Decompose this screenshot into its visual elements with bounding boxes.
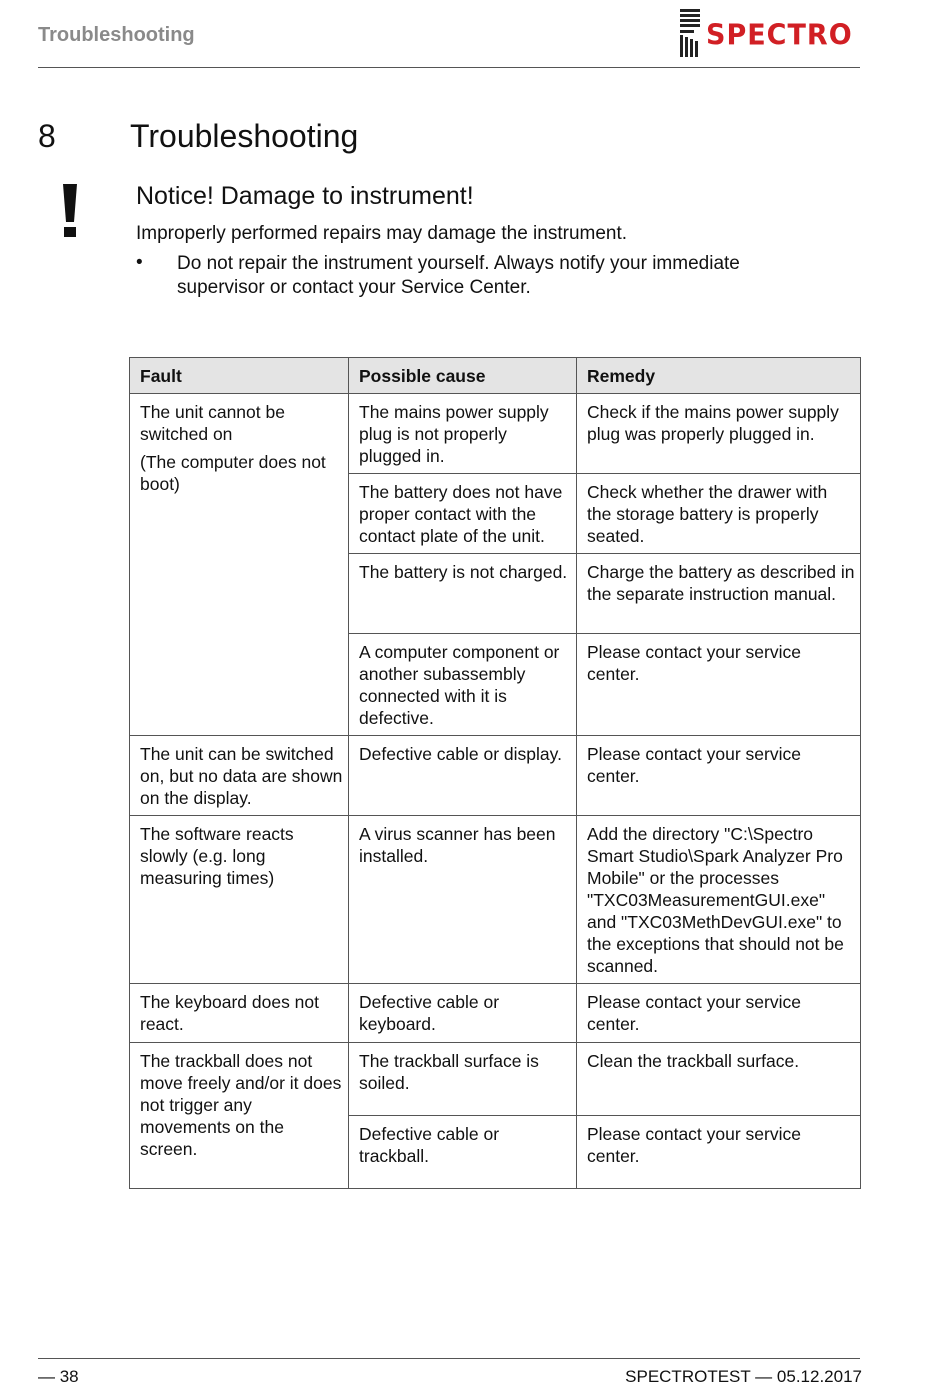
fault-cell: The software reacts slowly (e.g. long measuring times) xyxy=(130,816,349,984)
cause-cell: The mains power supply plug is not properly plugged in. xyxy=(349,394,577,474)
fault-cell: The trackball does not move freely and/or it does not trigger any movements on the screen. xyxy=(130,1043,349,1189)
cause-cell: Defective cable or trackball. xyxy=(349,1116,577,1189)
spectro-logo-mark-icon xyxy=(678,8,704,60)
page-number: — 38 xyxy=(38,1367,79,1386)
fault-cell xyxy=(130,394,349,736)
remedy-cell: Please contact your service center. xyxy=(577,984,861,1043)
remedy-cell: Please contact your service center. xyxy=(577,1116,861,1189)
cause-cell: The trackball surface is soiled. xyxy=(349,1043,577,1116)
exclamation-icon xyxy=(54,182,86,238)
table-row xyxy=(130,1043,861,1116)
running-header-title: Troubleshooting xyxy=(38,24,195,46)
notice-bullet-text: Do not repair the instrument yourself. Always notify your immediate supervisor or contact your Service Center. xyxy=(177,253,740,298)
remedy-cell: Clean the trackball surface. xyxy=(577,1043,861,1116)
column-header-possible-cause: Possible cause xyxy=(349,358,577,394)
cause-cell: Defective cable or display. xyxy=(349,736,577,816)
bullet-marker: • xyxy=(136,252,143,273)
troubleshooting-table xyxy=(129,357,861,1189)
footer-divider xyxy=(38,1358,860,1359)
fault-text: The unit cannot be switched on xyxy=(140,402,285,444)
notice-text: Improperly performed repairs may damage the instrument. xyxy=(136,223,628,244)
cause-cell: The battery is not charged. xyxy=(349,554,577,634)
remedy-cell: Charge the battery as described in the separate instruction manual. xyxy=(577,554,861,634)
spectro-logo-text: SPECTRO xyxy=(706,19,853,52)
table-row xyxy=(130,984,861,1043)
cause-cell: A virus scanner has been installed. xyxy=(349,816,577,984)
chapter-number: 8 xyxy=(38,118,56,154)
cause-cell: Defective cable or keyboard. xyxy=(349,984,577,1043)
remedy-cell: Please contact your service center. xyxy=(577,736,861,816)
table-row xyxy=(130,736,861,816)
fault-cell: The keyboard does not react. xyxy=(130,984,349,1043)
spectro-logo xyxy=(678,8,860,60)
column-header-remedy: Remedy xyxy=(577,358,861,394)
remedy-cell: Please contact your service center. xyxy=(577,634,861,736)
chapter-title: Troubleshooting xyxy=(130,118,359,154)
fault-cell: The unit can be switched on, but no data are shown on the display. xyxy=(130,736,349,816)
cause-cell: The battery does not have proper contact with the contact plate of the unit. xyxy=(349,474,577,554)
table-header-row xyxy=(130,358,861,394)
table-row xyxy=(130,816,861,984)
header-divider xyxy=(38,67,860,68)
fault-note: (The computer does not boot) xyxy=(140,452,326,494)
column-header-fault: Fault xyxy=(130,358,349,394)
remedy-cell: Check whether the drawer with the storage battery is properly seated. xyxy=(577,474,861,554)
document-id: SPECTROTEST — 05.12.2017 xyxy=(625,1367,862,1386)
notice-title: Notice! Damage to instrument! xyxy=(136,182,474,210)
table-row xyxy=(130,394,861,474)
remedy-cell: Check if the mains power supply plug was properly plugged in. xyxy=(577,394,861,474)
cause-cell: A computer component or another subassembly connected with it is defective. xyxy=(349,634,577,736)
remedy-cell: Add the directory "C:\Spectro Smart Studio\Spark Analyzer Pro Mobile" or the processes "TXC03MeasurementGUI.exe" and "TXC03MethDevGUI.exe" to the exceptions that should not be scanned. xyxy=(577,816,861,984)
